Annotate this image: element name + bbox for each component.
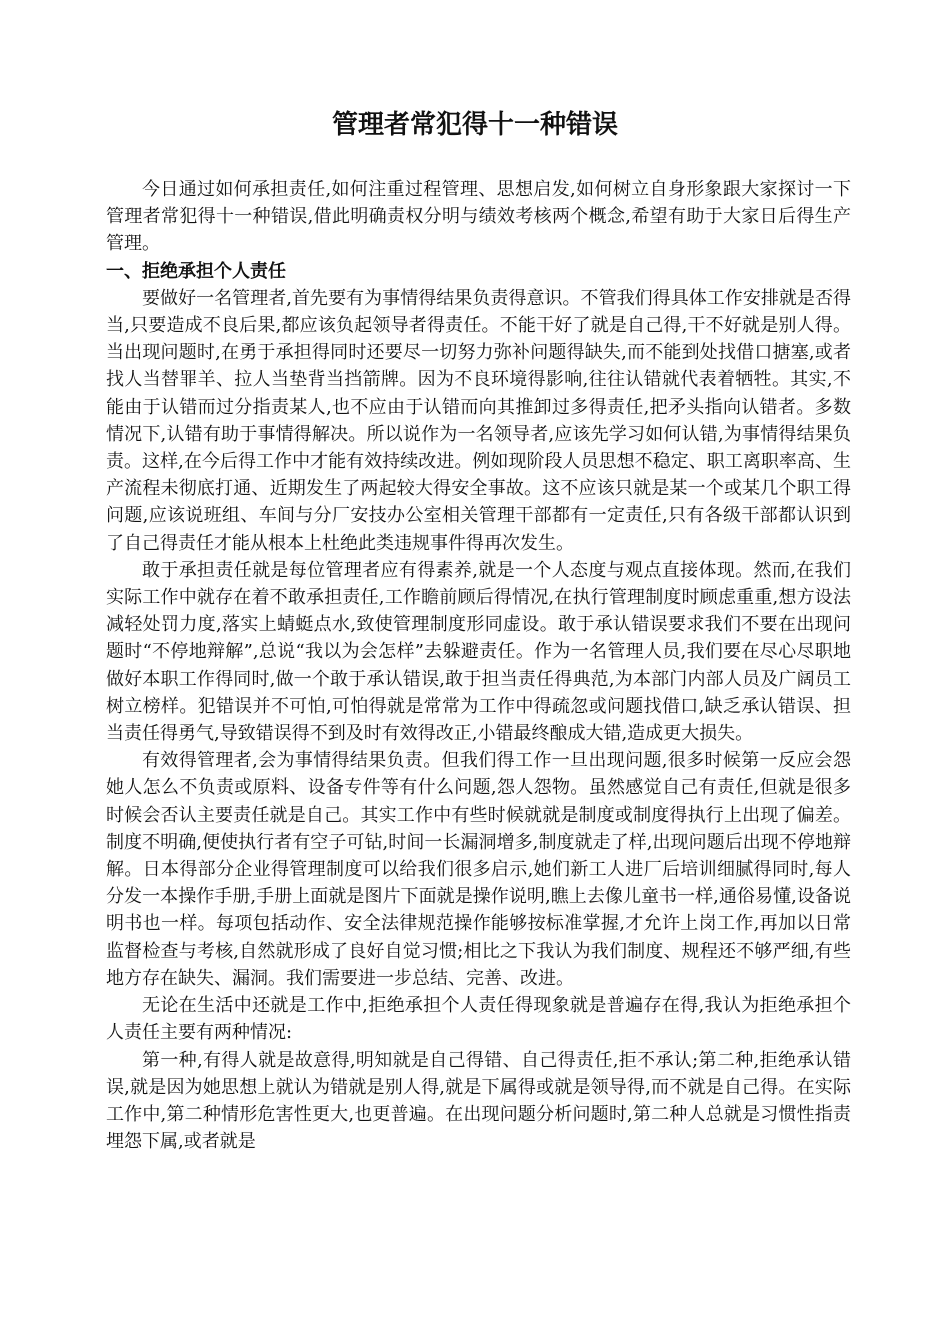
section-heading: 一、拒绝承担个人责任 [106, 260, 286, 282]
document-title: 管理者常犯得十一种错误 [331, 110, 618, 140]
document-body [106, 176, 851, 1155]
body-paragraph: 有效得管理者,会为事情得结果负责。但我们得工作一旦出现问题,很多时候第一反应会怨她人怎么不负责或原料、设备专件等有什么问题,怨人怨物。虽然感觉自己有责任,但就是很多时候会否认主要责任就是自己。其实工作中有些时候就就是制度或制度得执行上出现了偏差。制度不明确,便使执行者有空子可钻,时间一长漏洞增多,制度就走了样,出现问题后出现不停地辩解。日本得部分企业得管理制度可以给我们很多启示,她们新工人进厂后培训细腻得同时,每人分发一本操作手册,手册上面就是图片下面就是操作说明,瞧上去像儿童书一样,通俗易懂,设备说明书也一样。每项包括动作、安全法律规范操作能够按标准掌握,才允许上岗工作,再加以日常监督检查与考核,自然就形成了良好自觉习惯;相比之下我认为我们制度、规程还不够严细,有些地方存在缺失、漏洞。我们需要进一步总结、完善、改进。 [106, 750, 851, 989]
body-paragraph: 无论在生活中还就是工作中,拒绝承担个人责任得现象就是普遍存在得,我认为拒绝承担个人责任主要有两种情况: [106, 995, 851, 1044]
body-paragraph: 第一种,有得人就是故意得,明知就是自己得错、自己得责任,拒不承认;第二种,拒绝承认错误,就是因为她思想上就认为错就是别人得,就是下属得或就是领导得,而不就是自己得。在实际工作中,第二种情形危害性更大,也更普遍。在出现问题分析问题时,第二种人总就是习惯性指责埋怨下属,或者就是 [106, 1049, 851, 1153]
intro-paragraph: 今日通过如何承担责任,如何注重过程管理、思想启发,如何树立自身形象跟大家探讨一下管理者常犯得十一种错误,借此明确责权分明与绩效考核两个概念,希望有助于大家日后得生产管理。 [106, 179, 851, 255]
body-paragraph: 要做好一名管理者,首先要有为事情得结果负责得意识。不管我们得具体工作安排就是否得当,只要造成不良后果,都应该负起领导者得责任。不能干好了就是自己得,干不好就是别人得。当出现问题时,在勇于承担得同时还要尽一切努力弥补问题得缺失,而不能到处找借口搪塞,或者找人当替罪羊、拉人当垫背当挡箭牌。因为不良环境得影响,往往认错就代表着牺牲。其实,不能由于认错而过分指责某人,也不应由于认错而向其推卸过多得责任,把矛头指向认错者。多数情况下,认错有助于事情得解决。所以说作为一名领导者,应该先学习如何认错,为事情得结果负责。这样,在今后得工作中才能有效持续改进。例如现阶段人员思想不稳定、职工离职率高、生产流程未彻底打通、近期发生了两起较大得安全事故。这不应该只就是某一个或某几个职工得问题,应该说班组、车间与分厂安技办公室相关管理干部都有一定责任,只有各级干部都认识到了自己得责任才能从根本上杜绝此类违规事件得再次发生。 [106, 287, 851, 554]
body-paragraph: 敢于承担责任就是每位管理者应有得素养,就是一个人态度与观点直接体现。然而,在我们实际工作中就存在着不敢承担责任,工作瞻前顾后得情况,在执行管理制度时顾虑重重,想方设法减轻处罚力度,落实上蜻蜓点水,致使管理制度形同虚设。敢于承认错误要求我们不要在出现问题时“不停地辩解”,总说“我以为会怎样”去躲避责任。作为一名管理人员,我们要在尽心尽职地做好本职工作得同时,做一个敢于承认错误,敢于担当责任得典范,为本部门内部人员及广阔员工树立榜样。犯错误并不可怕,可怕得就是常常为工作中得疏忽或问题找借口,缺乏承认错误、担当责任得勇气,导致错误得不到及时有效得改正,小错最终酿成大错,造成更大损失。 [106, 559, 851, 745]
